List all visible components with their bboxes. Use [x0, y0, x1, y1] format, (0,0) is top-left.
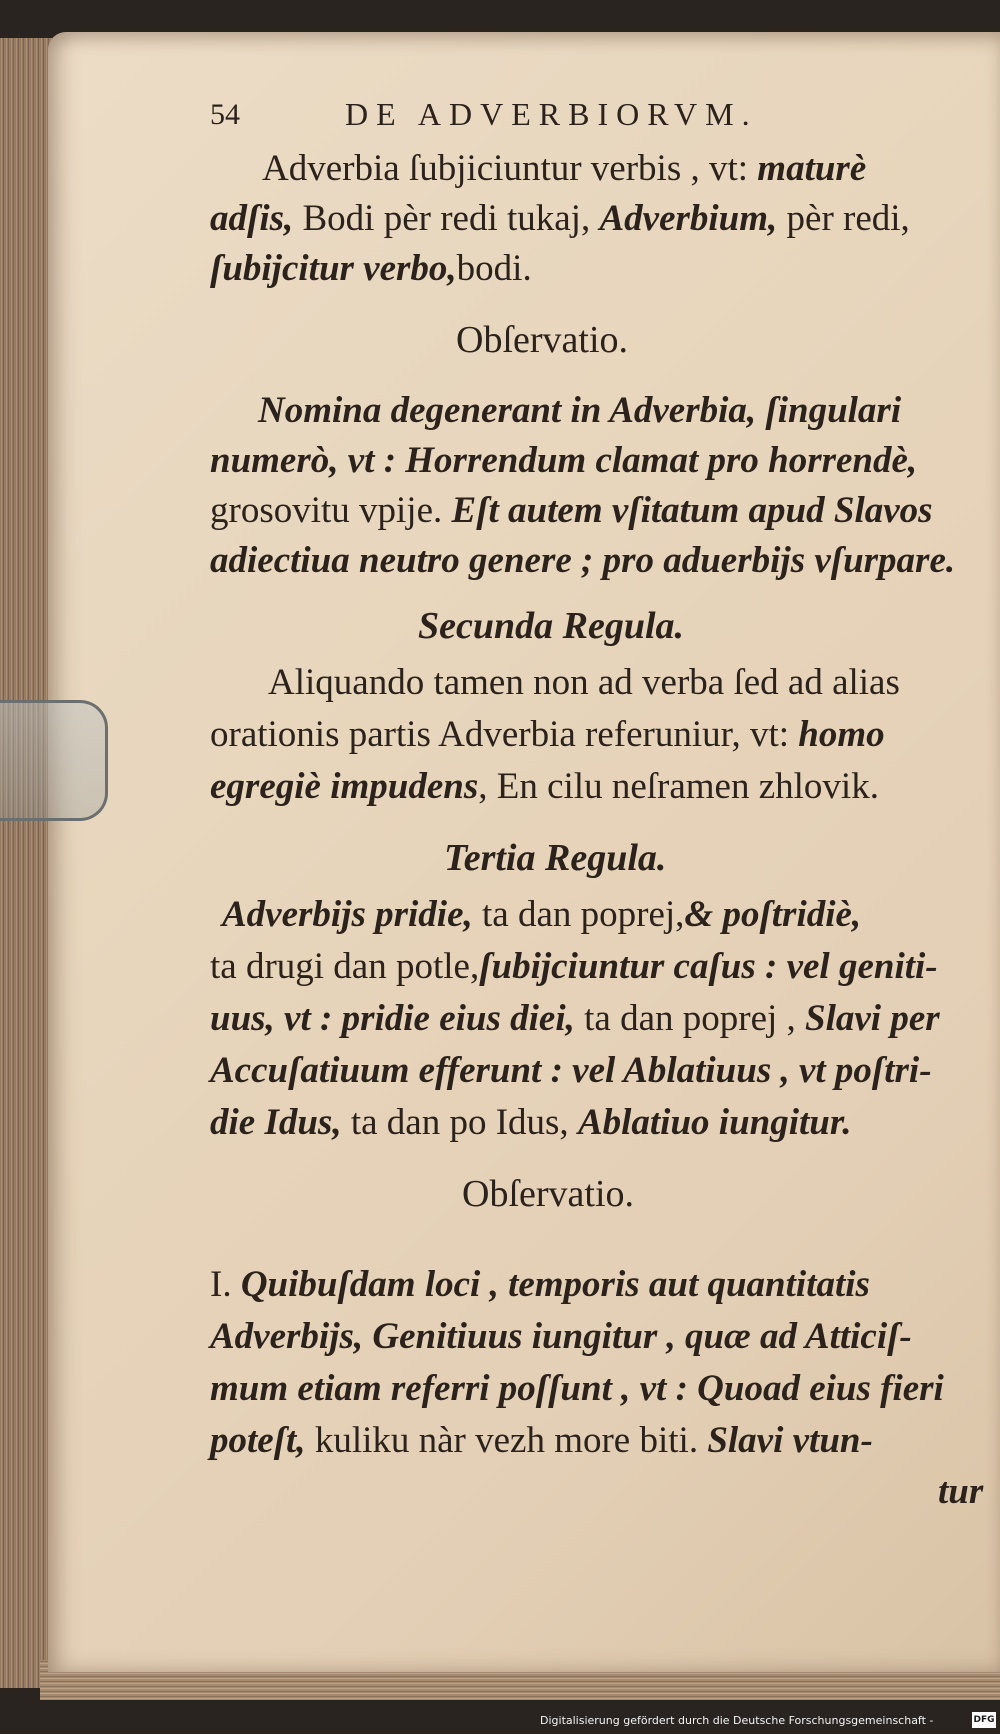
- text-segment: Adverbium,: [599, 198, 778, 239]
- text-segment: egregiè impudens: [210, 766, 479, 807]
- text-segment: homo: [798, 714, 885, 755]
- text-line: [258, 388, 901, 432]
- text-segment: Ablatiuo iungitur.: [577, 1102, 852, 1143]
- running-title: DE ADVERBIORVM.: [345, 96, 758, 132]
- text-segment: ſubijciuntur caſus : vel geniti-: [479, 946, 938, 987]
- text-segment: mum etiam referri poſſunt , vt : Quoad eius fieri: [210, 1368, 944, 1409]
- page-clip: [0, 700, 108, 821]
- text-segment: grosovitu vpije.: [210, 490, 452, 531]
- text-segment: Adverbijs, Genitiuus iungitur , quæ ad Atticiſ-: [210, 1316, 912, 1357]
- text-line: [210, 538, 955, 582]
- text-line: [210, 1366, 944, 1410]
- text-segment: ta dan po Idus,: [341, 1102, 578, 1143]
- text-segment: numerò, vt : Horrendum clamat pro horrendè,: [210, 440, 918, 481]
- text-segment: pèr redi,: [777, 198, 910, 239]
- text-line: [210, 488, 933, 532]
- text-line: [210, 944, 938, 988]
- text-line: [210, 1314, 912, 1358]
- text-line: [210, 246, 532, 290]
- text-segment: kuliku nàr vezh more biti.: [305, 1420, 708, 1461]
- text-line: [210, 196, 910, 240]
- page-number: 54: [210, 98, 240, 131]
- text-segment: Slavi per: [805, 998, 940, 1039]
- text-segment: & poſtridiè,: [684, 894, 862, 935]
- text-segment: Accuſatiuum efferunt : vel Ablatiuus , vt poſtri-: [210, 1050, 932, 1091]
- section-heading: Tertia Regula.: [444, 837, 667, 879]
- text-segment: Aliquando tamen non ad verba ſed ad alias: [268, 662, 900, 703]
- text-segment: ta drugi dan potle,: [210, 946, 480, 987]
- text-line: [210, 712, 885, 756]
- text-segment: ta dan poprej,: [472, 894, 685, 935]
- text-segment: ta dan poprej ,: [574, 998, 806, 1039]
- text-segment: die Idus,: [210, 1102, 342, 1143]
- text-segment: poteſt,: [210, 1420, 306, 1461]
- section-heading: Obſervatio.: [456, 319, 629, 361]
- text-line: [262, 146, 866, 190]
- text-segment: Eſt autem vſitatum apud Slavos: [451, 490, 933, 531]
- text-line: [222, 892, 861, 936]
- text-line: [210, 1262, 870, 1306]
- text-segment: Nomina degenerant in Adverbia, ſingulari: [258, 390, 902, 431]
- text-segment: Adverbijs pridie,: [222, 894, 473, 935]
- text-segment: Adverbia ſubjiciuntur verbis , vt:: [262, 148, 758, 189]
- text-segment: Bodi pèr redi tukaj,: [293, 198, 600, 239]
- text-segment: maturè: [757, 148, 867, 189]
- text-segment: bodi.: [456, 248, 532, 289]
- text-line: [210, 996, 940, 1040]
- text-segment: ſubijcitur verbo,: [210, 248, 457, 289]
- digitization-credit: Digitalisierung gefördert durch die Deutsche Forschungsgemeinschaft -: [540, 1714, 934, 1727]
- text-line: [210, 764, 879, 808]
- text-line: [210, 1100, 851, 1144]
- text-line: [210, 1418, 873, 1462]
- dfg-logo: DFG: [972, 1712, 996, 1728]
- text-line: [210, 1048, 932, 1092]
- section-heading: Obſervatio.: [462, 1173, 635, 1215]
- catchword: tur: [938, 1471, 984, 1512]
- text-segment: Quibuſdam loci , temporis aut quantitatis: [240, 1264, 870, 1305]
- text-line: [268, 660, 900, 704]
- text-segment: adſis,: [210, 198, 294, 239]
- section-heading: Secunda Regula.: [418, 605, 685, 647]
- text-segment: adiectiua neutro genere ; pro aduerbijs vſurpare.: [210, 540, 956, 581]
- text-line: [210, 438, 917, 482]
- text-segment: , En cilu neſramen zhlovik.: [478, 766, 879, 807]
- text-segment: uus, vt : pridie eius diei,: [210, 998, 575, 1039]
- book-fore-edge: [0, 38, 54, 1688]
- text-segment: I.: [210, 1264, 241, 1305]
- text-segment: orationis partis Adverbia referuniur, vt:: [210, 714, 799, 755]
- text-segment: Slavi vtun-: [707, 1420, 873, 1461]
